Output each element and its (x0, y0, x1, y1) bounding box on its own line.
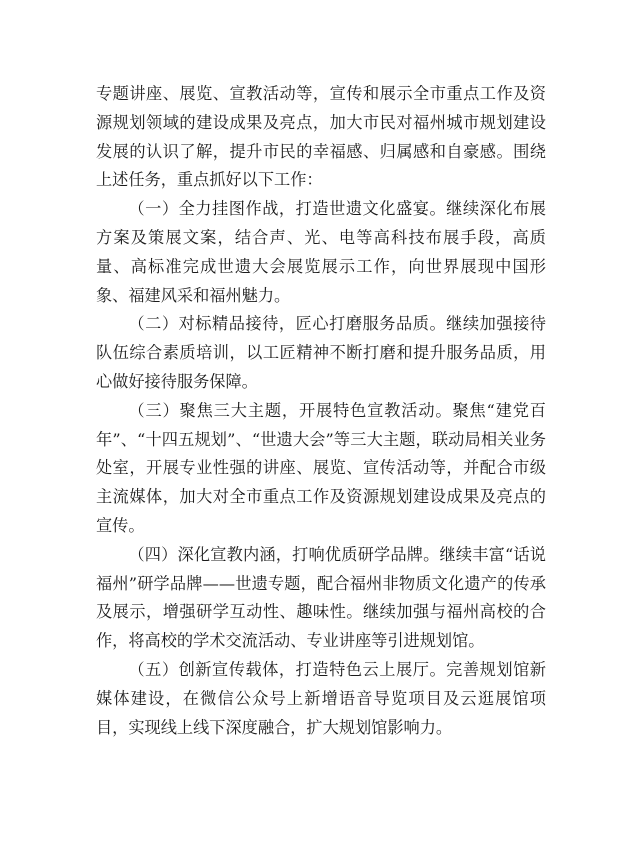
paragraph-item-1: （一）全力挂图作战，打造世遗文化盛宴。继续深化布展方案及策展文案，结合声、光、电等高科技布展手段，高质量、高标准完成世遗大会展览展示工作，向世界展现中国形象、福建风采和福州魅力。 (96, 199, 546, 305)
document-body (96, 80, 546, 742)
paragraph-item-2: （二）对标精品接待，匠心打磨服务品质。继续加强接待队伍综合素质培训，以工匠精神不断打磨和提升服务品质，用心做好接待服务保障。 (96, 314, 546, 391)
paragraph-item-4: （四）深化宣教内涵，打响优质研学品牌。继续丰富“话说福州”研学品牌——世遗专题，配合福州非物质文化遗产的传承及展示，增强研学互动性、趣味性。继续加强与福州高校的合作，将高校的学术交流活动、专业讲座等引进规划馆。 (96, 544, 546, 651)
paragraph-item-5: （五）创新宣传载体，打造特色云上展厅。完善规划馆新媒体建设，在微信公众号上新增语音导览项目及云逛展馆项目，实现线上线下深度融合，扩大规划馆影响力。 (96, 659, 546, 737)
paragraph-item-3: （三）聚焦三大主题，开展特色宣教活动。聚焦“建党百年”、“十四五规划”、“世遗大会”等三大主题，联动局相关业务处室，开展专业性强的讲座、展览、宣传活动等，并配合市级主流媒体，加大对全市重点工作及资源规划建设成果及亮点的宣传。 (96, 400, 546, 535)
paragraph-intro: 专题讲座、展览、宣教活动等，宣传和展示全市重点工作及资源规划领域的建设成果及亮点，加大市民对福州城市规划建设发展的认识了解，提升市民的幸福感、归属感和自豪感。围绕上述任务，重点抓好以下工作： (96, 84, 546, 190)
